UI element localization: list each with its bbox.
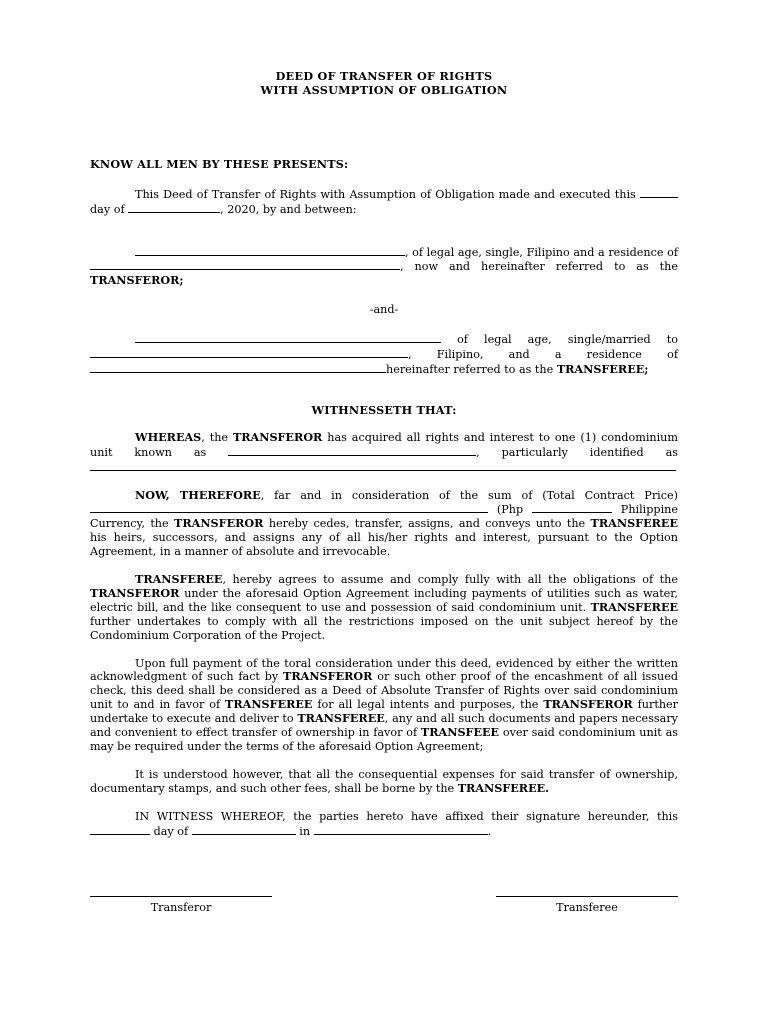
transferor-signature-label: Transferor (150, 901, 212, 914)
blank-transferor-name[interactable] (135, 245, 405, 256)
blank-transferee-residence[interactable] (90, 362, 386, 373)
and-separator: -and- (369, 303, 399, 317)
in-witness-paragraph: IN WITNESS WHEREOF, the parties hereto have affixed their signature hereunder, this day of in . (90, 810, 678, 839)
full-payment-paragraph: Upon full payment of the toral consideration under this deed, evidenced by either the written acknowledgment of such fact by TRANSFEROR or such other proof of the encashment of all issued check, this deed shall be considered as a Deed of Absolute Transfer of Rights over said condominium unit to and in favor of TRANSFEREE for all legal intents and purposes, the TRANSFEROR further undertake to execute and deliver to TRANSFEREE, any and all such documents and papers necessary and convenient to effect transfer of ownership in favor of TRANSFEEE over said condominium unit as may be required under the terms of the aforesaid Option Agreement; (90, 656, 679, 753)
transferee-obligations-paragraph: TRANSFEREE, hereby agrees to assume and comply fully with all the obligations of the TRANSFEROR under the aforesaid Option Agreement including payments of utilities such as water, electric bill, and the like consequent to use and possession of said condominium unit. TRANSFEREE further undertakes to comply with all the restrictions imposed on the unit subject hereof by the Condominium Corporation of the Project. (90, 572, 678, 642)
blank-transferor-residence[interactable] (90, 259, 400, 270)
know-all-men-heading: KNOW ALL MEN BY THESE PRESENTS: (90, 156, 349, 171)
blank-contract-price-words[interactable] (90, 502, 488, 513)
title-line-1: DEED OF TRANSFER OF RIGHTS (275, 69, 493, 83)
document-body (90, 70, 678, 839)
blank-witness-month[interactable] (192, 824, 296, 835)
title-line-2: WITH ASSUMPTION OF OBLIGATION (260, 82, 508, 97)
transferor-signature-line[interactable] (90, 896, 272, 914)
transferor-paragraph: , of legal age, single, Filipino and a residence of , now and hereinafter referred to as the TRANSFEROR; (90, 245, 678, 288)
expenses-paragraph: It is understood however, that all the consequential expenses for said transfer of ownership, documentary stamps, and such other fees, shall be borne by the TRANSFEREE. (90, 767, 678, 795)
whereas-paragraph: WHEREAS, the TRANSFEROR has acquired all rights and interest to one (1) condominium unit known as , particularly identified as (90, 431, 678, 475)
blank-transferee-name[interactable] (135, 332, 441, 343)
blank-witness-day[interactable] (90, 824, 150, 835)
blank-unit-identification[interactable] (90, 460, 676, 471)
now-therefore-paragraph: NOW, THEREFORE, far and in consideration of the sum of (Total Contract Price) (Php Philippine Currency, the TRANSFEROR hereby cedes, transfer, assigns, and conveys unto the TRANSFEREE his heirs, successors, and assigns any of all his/her rights and interest, pursuant to the Option Agreement, in a manner of absolute and irrevocable. (90, 487, 678, 559)
transferee-signature-label: Transferee (556, 901, 618, 914)
document-title (90, 70, 678, 98)
transferee-paragraph: of legal age, single/married to , Filipino, and a residence of hereinafter referred to as the TRANSFEREE; (90, 332, 678, 377)
intro-paragraph: This Deed of Transfer of Rights with Assumption of Obligation made and executed this day of , 2020, by and between: (90, 187, 678, 217)
transferee-signature-line[interactable] (496, 896, 678, 914)
blank-day[interactable] (640, 187, 678, 198)
blank-condominium-unit[interactable] (228, 445, 476, 456)
blank-witness-place[interactable] (314, 824, 488, 835)
blank-contract-price-amount[interactable] (532, 502, 612, 513)
witnesseth-heading: WITHNESSETH THAT: (311, 402, 457, 417)
blank-transferee-spouse[interactable] (90, 347, 408, 358)
blank-month[interactable] (128, 202, 220, 213)
